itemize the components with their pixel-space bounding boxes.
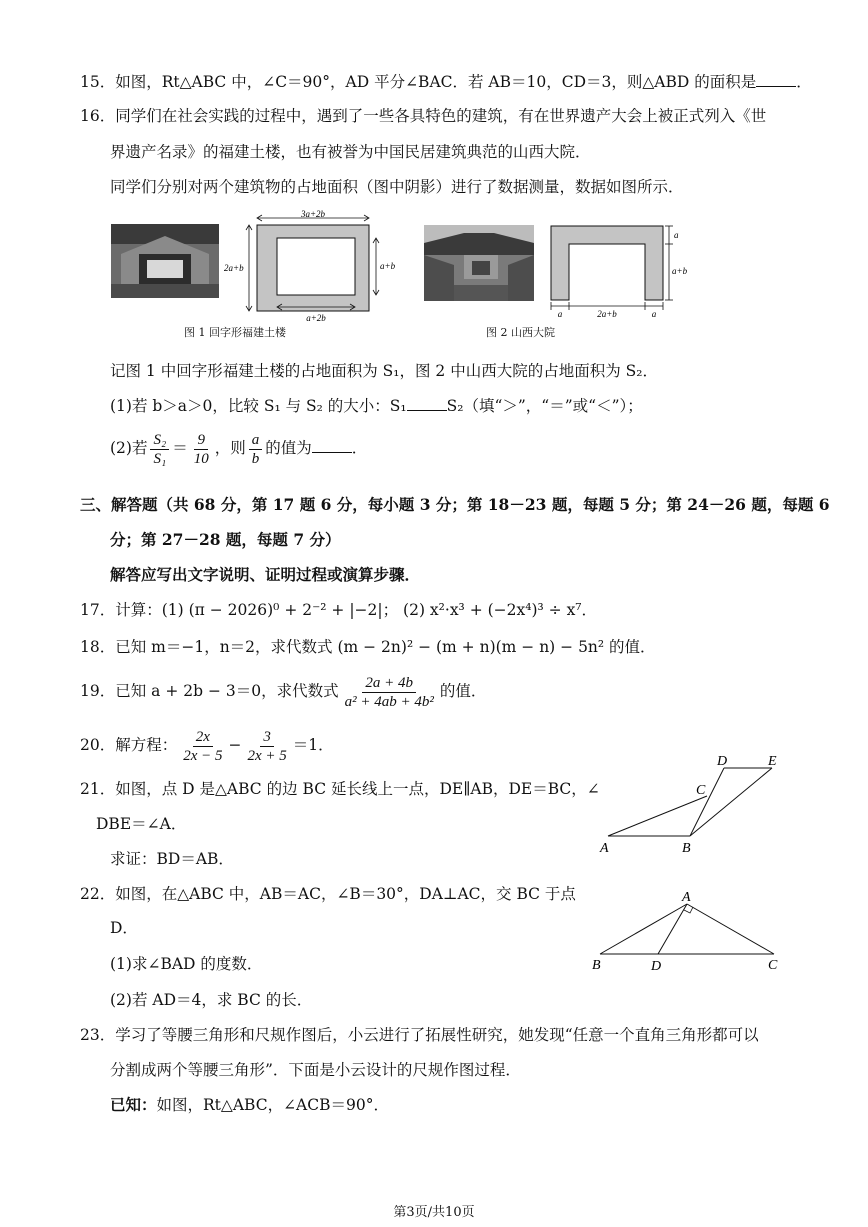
fig1-right-label: a+b <box>380 261 396 271</box>
q22-line4: (2)若 AD＝4，求 BC 的长． <box>110 991 313 1009</box>
question-15 <box>80 71 812 93</box>
q16-line3: 同学们分别对两个建筑物的占地面积（图中阴影）进行了数据测量，数据如图所示． <box>110 178 684 196</box>
question-18: 18．已知 m＝−1，n＝2，求代数式 (m − 2n)² − (m + n)(m − n) − 5n² 的值． <box>80 638 656 656</box>
q21-line3: 求证：BD＝AB． <box>110 850 234 868</box>
q15-text: 15．如图，Rt△ABC 中，∠C＝90°，AD 平分∠BAC．若 AB＝10，CD＝3，则△ABD 的面积是 <box>80 73 757 91</box>
q16-part2-text-b: ，则 <box>214 439 246 457</box>
q16-part2-end: ． <box>351 439 368 457</box>
fraction-9-over-10 <box>191 431 212 468</box>
frac-den: b <box>251 450 260 467</box>
q16-note: 记图 1 中回字形福建土楼的占地面积为 S₁，图 2 中山西大院的占地面积为 S₂． <box>110 362 658 380</box>
fig2-right-mid-label: a+b <box>672 266 688 276</box>
q15-end: ． <box>796 73 812 91</box>
q23-line3 <box>110 1094 389 1116</box>
q16-part2-text-a: (2)若 <box>110 439 148 457</box>
frac-den: a² + 4ab + 4b² <box>344 693 434 710</box>
q20-text-a: 20．解方程： <box>80 736 178 754</box>
q22-line3: (1)求∠BAD 的度数． <box>110 955 263 973</box>
fig2-bottom-right-label: a <box>651 309 657 319</box>
fig1-bottom-label: a+2b <box>306 313 326 323</box>
question-20 <box>80 724 334 766</box>
fig1-top-label: 3a+2b <box>300 210 326 219</box>
page-footer: 第3页/共10页 <box>393 1205 475 1220</box>
figure1-diagram <box>222 210 412 330</box>
q16-part1-text-a: (1)若 b＞a＞0，比较 S₁ 与 S₂ 的大小：S₁ <box>110 397 407 415</box>
q16-part2 <box>110 428 367 468</box>
frac-den: 2x + 5 <box>247 747 287 764</box>
equals-sign: ＝ <box>172 439 188 457</box>
section3-heading-line2: 分；第 27－28 题，每题 7 分） <box>110 530 341 549</box>
fig1-left-label: 2a+b <box>224 263 244 273</box>
q21-figure <box>592 750 792 860</box>
q21-label-D: D <box>717 754 728 769</box>
q15-answer-blank[interactable] <box>756 72 796 87</box>
frac-num: 3 <box>260 728 274 747</box>
q22-label-B: B <box>592 958 601 973</box>
frac-num: a <box>249 431 263 450</box>
q23-line1: 23．学习了等腰三角形和尺规作图后，小云进行了拓展性研究，她发现“任意一个直角三角形都可以 <box>80 1026 759 1044</box>
shanxi-courtyard-photo <box>424 225 534 301</box>
q16-part2-text-c: 的值为 <box>265 439 312 457</box>
section3-heading-line1: 三、解答题（共 68 分，第 17 题 6 分，每小题 3 分；第 18－23 题，每题 5 分；第 24－26 题，每题 6 <box>80 495 830 514</box>
fig2-right-top-label: a <box>674 230 679 240</box>
q22-figure <box>586 884 786 976</box>
figure2-diagram <box>545 220 695 320</box>
section3-instruction: 解答应写出文字说明、证明过程或演算步骤． <box>110 565 421 584</box>
frac-num: 2x <box>193 728 213 747</box>
q19-text-b: 的值． <box>439 682 487 700</box>
q21-label-E: E <box>768 754 777 769</box>
q23-line2: 分割成两个等腰三角形”．下面是小云设计的尺规作图过程． <box>110 1061 521 1079</box>
frac-den: S₁ <box>153 450 167 467</box>
q16-part1-answer-blank[interactable] <box>407 396 447 411</box>
fraction-s2-over-s1 <box>150 431 169 468</box>
q21-line2: DBE＝∠A． <box>96 815 187 833</box>
q19-text-a: 19．已知 a + 2b − 3＝0，求代数式 <box>80 682 339 700</box>
fig2-caption: 图 2 山西大院 <box>486 326 555 339</box>
q20-fraction-1 <box>180 728 225 765</box>
frac-num: S₂ <box>150 431 169 450</box>
q21-label-C: C <box>696 783 706 798</box>
q20-fraction-2 <box>245 728 290 765</box>
q16-part1-text-b: S₂（填“＞”，“＝”或“＜”）； <box>446 397 643 415</box>
frac-den: 10 <box>193 450 209 467</box>
fig2-bottom-mid-label: 2a+b <box>597 309 617 319</box>
q21-line1: 21．如图，点 D 是△ABC 的边 BC 延长线上一点，DE∥AB，DE＝BC，∠ <box>80 780 600 798</box>
frac-den: 2x − 5 <box>183 747 223 764</box>
fig2-bottom-left-label: a <box>557 309 563 319</box>
q16-part2-answer-blank[interactable] <box>312 438 352 453</box>
q22-label-C: C <box>768 958 778 973</box>
fraction-a-over-b <box>249 431 263 468</box>
fig1-caption: 图 1 回字形福建土楼 <box>184 326 286 339</box>
q21-label-A: A <box>600 841 609 856</box>
q22-line1: 22．如图，在△ABC 中，AB＝AC，∠B＝30°，DA⊥AC，交 BC 于点 <box>80 885 576 903</box>
q16-line1: 16．同学们在社会实践的过程中，遇到了一些各具特色的建筑，有在世界遗产大会上被正式列入《世 <box>80 107 767 125</box>
q23-given-text: 如图，Rt△ABC，∠ACB＝90°． <box>156 1096 389 1114</box>
q23-given-label: 已知： <box>110 1095 157 1114</box>
q16-line2: 界遗产名录》的福建土楼，也有被誉为中国民居建筑典范的山西大院． <box>110 143 591 161</box>
q22-label-D: D <box>651 959 662 974</box>
minus-sign: − <box>228 736 242 754</box>
frac-num: 9 <box>194 431 208 450</box>
q21-label-B: B <box>682 841 691 856</box>
q20-text-b: ＝1． <box>292 736 334 754</box>
q22-line2: D． <box>110 919 138 937</box>
q16-part1 <box>110 395 643 417</box>
question-19 <box>80 670 486 712</box>
q19-fraction <box>342 674 437 711</box>
q22-label-A: A <box>682 890 691 905</box>
frac-num: 2a + 4b <box>362 674 416 693</box>
question-17: 17．计算：(1) (π − 2026)⁰ + 2⁻² + |−2|； (2) x²·x³ + (−2x⁴)³ ÷ x⁷． <box>80 601 598 619</box>
fujian-tulou-photo <box>111 224 219 298</box>
